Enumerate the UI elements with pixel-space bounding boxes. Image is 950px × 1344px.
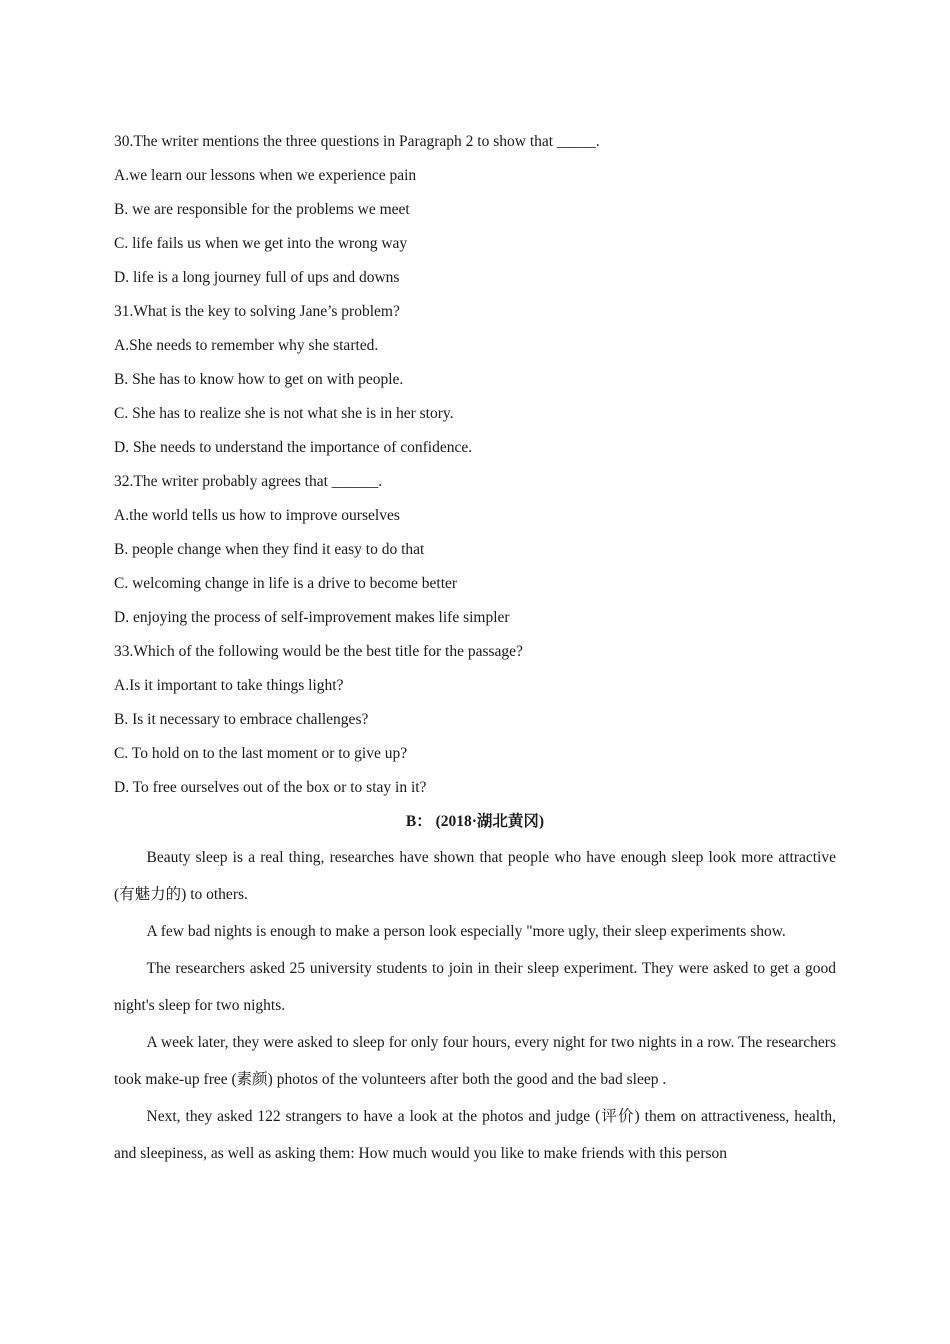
option-a: A.She needs to remember why she started. — [114, 337, 379, 354]
option-c: C. welcoming change in life is a drive to become better — [114, 575, 458, 592]
option-a: A.Is it important to take things light? — [114, 677, 344, 694]
option-b: B. we are responsible for the problems we meet — [114, 201, 410, 218]
question-31 — [114, 295, 836, 465]
question-33 — [114, 635, 836, 805]
section-b-title: B： (2018·湖北黄冈) — [405, 813, 545, 830]
question-stem: 31.What is the key to solving Jane’s problem? — [114, 303, 400, 320]
option-b: B. Is it necessary to embrace challenges? — [114, 711, 369, 728]
option-a: A.we learn our lessons when we experience pain — [114, 167, 417, 184]
passage-paragraph: A few bad nights is enough to make a person look especially "more ugly, their sleep experiments show. — [146, 923, 786, 940]
option-d: D. To free ourselves out of the box or to stay in it? — [114, 779, 427, 796]
passage-paragraph: Beauty sleep is a real thing, researches have shown that people who have enough sleep look more attractive (有魅力的) to others. — [114, 849, 836, 903]
passage-paragraph: The researchers asked 25 university students to join in their sleep experiment. They were asked to get a good night's sleep for two nights. — [114, 960, 836, 1014]
option-b: B. She has to know how to get on with people. — [114, 371, 404, 388]
question-stem: 30.The writer mentions the three questions in Paragraph 2 to show that _____. — [114, 133, 600, 150]
option-d: D. She needs to understand the importance of confidence. — [114, 439, 473, 456]
question-stem: 33.Which of the following would be the best title for the passage? — [114, 643, 523, 660]
section-b-passage — [114, 839, 836, 1172]
option-b: B. people change when they find it easy to do that — [114, 541, 425, 558]
question-stem: 32.The writer probably agrees that ______. — [114, 473, 383, 490]
passage-paragraph: A week later, they were asked to sleep for only four hours, every night for two nights in a row. The researchers took make-up free (素颜) photos of the volunteers after both the good and the bad sleep . — [114, 1034, 836, 1088]
question-30 — [114, 125, 836, 295]
option-d: D. life is a long journey full of ups and downs — [114, 269, 400, 286]
option-c: C. She has to realize she is not what she is in her story. — [114, 405, 454, 422]
passage-paragraph: Next, they asked 122 strangers to have a look at the photos and judge (评价) them on attractiveness, health, and sleepiness, as well as asking them: How much would you like to make friends with this person — [114, 1108, 836, 1162]
question-32 — [114, 465, 836, 635]
option-a: A.the world tells us how to improve ourselves — [114, 507, 400, 524]
option-d: D. enjoying the process of self-improvement makes life simpler — [114, 609, 510, 626]
option-c: C. To hold on to the last moment or to give up? — [114, 745, 408, 762]
option-c: C. life fails us when we get into the wrong way — [114, 235, 408, 252]
